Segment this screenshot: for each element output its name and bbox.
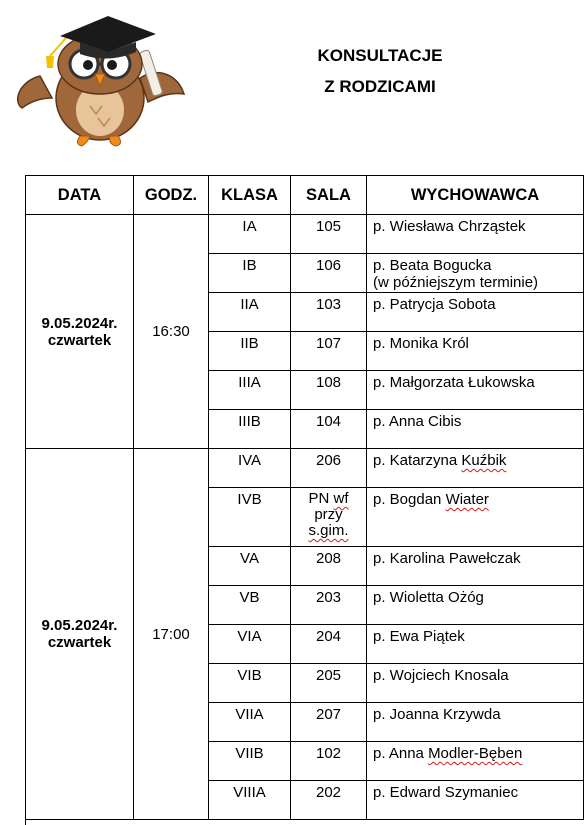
teacher-cell: p. Ewa Piątek bbox=[367, 625, 584, 664]
table-row bbox=[26, 215, 584, 254]
room-cell: 103 bbox=[291, 293, 367, 332]
teacher-cell: p. Wiesława Chrząstek bbox=[367, 215, 584, 254]
class-cell: IIA bbox=[209, 293, 291, 332]
room-cell: 205 bbox=[291, 664, 367, 703]
table-row bbox=[26, 449, 584, 488]
teacher-cell: p. Anna Cibis bbox=[367, 410, 584, 449]
room-cell: 108 bbox=[291, 371, 367, 410]
header-sala: SALA bbox=[291, 176, 367, 215]
table-header-row bbox=[26, 176, 584, 215]
consultation-table bbox=[25, 175, 584, 820]
room-cell: 107 bbox=[291, 332, 367, 371]
room-cell: 208 bbox=[291, 547, 367, 586]
title-line-1: KONSULTACJE bbox=[317, 46, 443, 65]
teacher-cell: p. Wioletta Ożóg bbox=[367, 586, 584, 625]
date-cell bbox=[26, 215, 134, 449]
room-cell: 203 bbox=[291, 586, 367, 625]
header-godz: GODZ. bbox=[134, 176, 209, 215]
class-cell: IB bbox=[209, 254, 291, 293]
teacher-cell bbox=[367, 742, 584, 781]
class-cell: IA bbox=[209, 215, 291, 254]
teacher-cell: p. Patrycja Sobota bbox=[367, 293, 584, 332]
room-line-2: przy bbox=[314, 506, 343, 523]
day-text: czwartek bbox=[47, 634, 112, 651]
owl-graduate-icon bbox=[10, 6, 190, 148]
time-cell: 17:00 bbox=[134, 449, 209, 820]
teacher-cell: p. Wojciech Knosala bbox=[367, 664, 584, 703]
class-cell: VB bbox=[209, 586, 291, 625]
class-cell: IIIB bbox=[209, 410, 291, 449]
date-text: 9.05.2024r. bbox=[41, 314, 118, 332]
teacher-prefix: p. Bogdan bbox=[373, 491, 446, 508]
teacher-cell: p. Monika Król bbox=[367, 332, 584, 371]
class-cell: VIIA bbox=[209, 703, 291, 742]
date-text: 9.05.2024r. bbox=[41, 617, 118, 634]
class-cell: IIB bbox=[209, 332, 291, 371]
time-cell: 16:30 bbox=[134, 215, 209, 449]
day-text: czwartek bbox=[47, 331, 112, 349]
teacher-prefix: p. Katarzyna bbox=[373, 452, 462, 469]
room-line-1 bbox=[291, 491, 366, 507]
teacher-cell: p. Małgorzata Łukowska bbox=[367, 371, 584, 410]
title-line-2: Z RODZICAMI bbox=[324, 77, 436, 96]
class-cell: VIIIA bbox=[209, 781, 291, 820]
header-klasa: KLASA bbox=[209, 176, 291, 215]
page-title bbox=[270, 40, 490, 102]
room-cell: 207 bbox=[291, 703, 367, 742]
teacher-cell bbox=[367, 488, 584, 547]
class-cell: VA bbox=[209, 547, 291, 586]
spellcheck-marked-room: wf bbox=[333, 490, 349, 507]
teacher-cell: p. Joanna Krzywda bbox=[367, 703, 584, 742]
room-cell: 204 bbox=[291, 625, 367, 664]
room-cell: 105 bbox=[291, 215, 367, 254]
teacher-cell bbox=[367, 254, 584, 293]
class-cell: IVA bbox=[209, 449, 291, 488]
header-wychowawca: WYCHOWAWCA bbox=[367, 176, 584, 215]
spellcheck-marked-name: Modler-Bęben bbox=[428, 745, 523, 762]
header-data: DATA bbox=[26, 176, 134, 215]
room-cell: 106 bbox=[291, 254, 367, 293]
room-line-3: s.gim. bbox=[308, 522, 349, 539]
class-cell: VIIB bbox=[209, 742, 291, 781]
room-cell: 206 bbox=[291, 449, 367, 488]
class-cell: IIIA bbox=[209, 371, 291, 410]
room-cell: 102 bbox=[291, 742, 367, 781]
teacher-note: (w późniejszym terminie) bbox=[373, 274, 539, 291]
teacher-name: p. Beata Bogucka bbox=[373, 257, 492, 274]
class-cell: VIA bbox=[209, 625, 291, 664]
class-cell: VIB bbox=[209, 664, 291, 703]
room-cell: 202 bbox=[291, 781, 367, 820]
spellcheck-marked-name: Kuźbik bbox=[461, 452, 507, 469]
teacher-prefix: p. Anna bbox=[373, 745, 429, 762]
teacher-cell: p. Karolina Pawełczak bbox=[367, 547, 584, 586]
page-edge-mark bbox=[25, 816, 26, 825]
teacher-cell bbox=[367, 449, 584, 488]
date-cell bbox=[26, 449, 134, 820]
class-cell: IVB bbox=[209, 488, 291, 547]
room-cell: 104 bbox=[291, 410, 367, 449]
spellcheck-marked-name: Wiater bbox=[445, 491, 489, 508]
room-text: PN bbox=[308, 490, 334, 507]
room-cell bbox=[291, 488, 367, 547]
teacher-cell: p. Edward Szymaniec bbox=[367, 781, 584, 820]
